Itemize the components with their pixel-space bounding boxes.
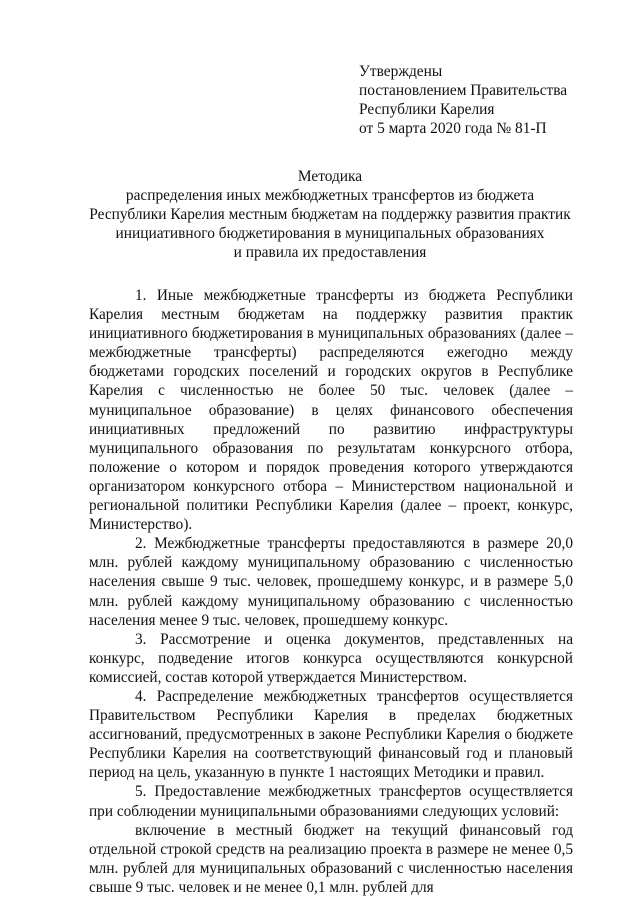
- paragraph-2: 2. Межбюджетные трансферты предоставляются в размере 20,0 млн. рублей каждому муниципальному образованию с численностью населения свыше 9 тыс. человек, прошедшему конкурс, и в размере 5,0 млн. рублей каждому муниципальному образованию с численностью населения менее 9 тыс. человек, прошедшему конкурс.: [89, 535, 573, 629]
- paragraph-1: 1. Иные межбюджетные трансферты из бюджета Республики Карелия местным бюджетам на поддержку развития практик инициативного бюджетирования в муниципальных образованиях (далее – межбюджетные трансферты) распределяются ежегодно между бюджетами городских поселений и городских округов в Республике Карелия с численностью не более 50 тыс. человек (далее – муниципальное образование) в целях финансового обеспечения инициативных предложений по развитию инфраструктуры муниципального образования по результатам конкурсного отбора, положение о котором и порядок проведения которого утверждаются организатором конкурсного отбора – Министерством национальной и региональной политики Республики Карелия (далее – проект, конкурс, Министерство).: [89, 287, 573, 534]
- paragraph-3: 3. Рассмотрение и оценка документов, представленных на конкурс, подведение итогов конкурса осуществляются конкурсной комиссией, состав которой утверждается Министерством.: [89, 630, 573, 686]
- title-line: Республики Карелия местным бюджетам на поддержку развития практик: [89, 206, 571, 223]
- approval-date-line: от 5 марта 2020 года № 81-П: [359, 120, 547, 137]
- title-line: распределения иных межбюджетных трансфертов из бюджета: [125, 187, 535, 204]
- paragraph-5: 5. Предоставление межбюджетных трансфертов осуществляется при соблюдении муниципальными образованиями следующих условий:: [89, 783, 573, 820]
- approval-line: Республики Карелия: [359, 101, 495, 118]
- title-line: и правила их предоставления: [233, 244, 427, 261]
- title-line: Методика: [297, 168, 363, 185]
- title-line: инициативного бюджетирования в муниципальных образованиях: [115, 225, 545, 242]
- document-title: [88, 167, 572, 262]
- paragraph-5-condition: включение в местный бюджет на текущий финансовый год отдельной строкой средств на реализацию проекта в размере не менее 0,5 млн. рублей для муниципальных образований с численностью населения свыше 9 тыс. человек и не менее 0,1 млн. рублей для: [89, 821, 573, 896]
- document-body: [89, 286, 573, 897]
- approval-line: Утверждены: [359, 63, 443, 80]
- approval-line: постановлением Правительства: [359, 82, 568, 99]
- paragraph-4: 4. Распределение межбюджетных трансфертов осуществляется Правительством Республики Карелия в пределах бюджетных ассигнований, предусмотренных в законе Республики Карелия о бюджете Республики Карелия на соответствующий финансовый год и плановый период на цель, указанную в пункте 1 настоящих Методики и правил.: [89, 687, 573, 782]
- approval-stamp: [359, 62, 567, 138]
